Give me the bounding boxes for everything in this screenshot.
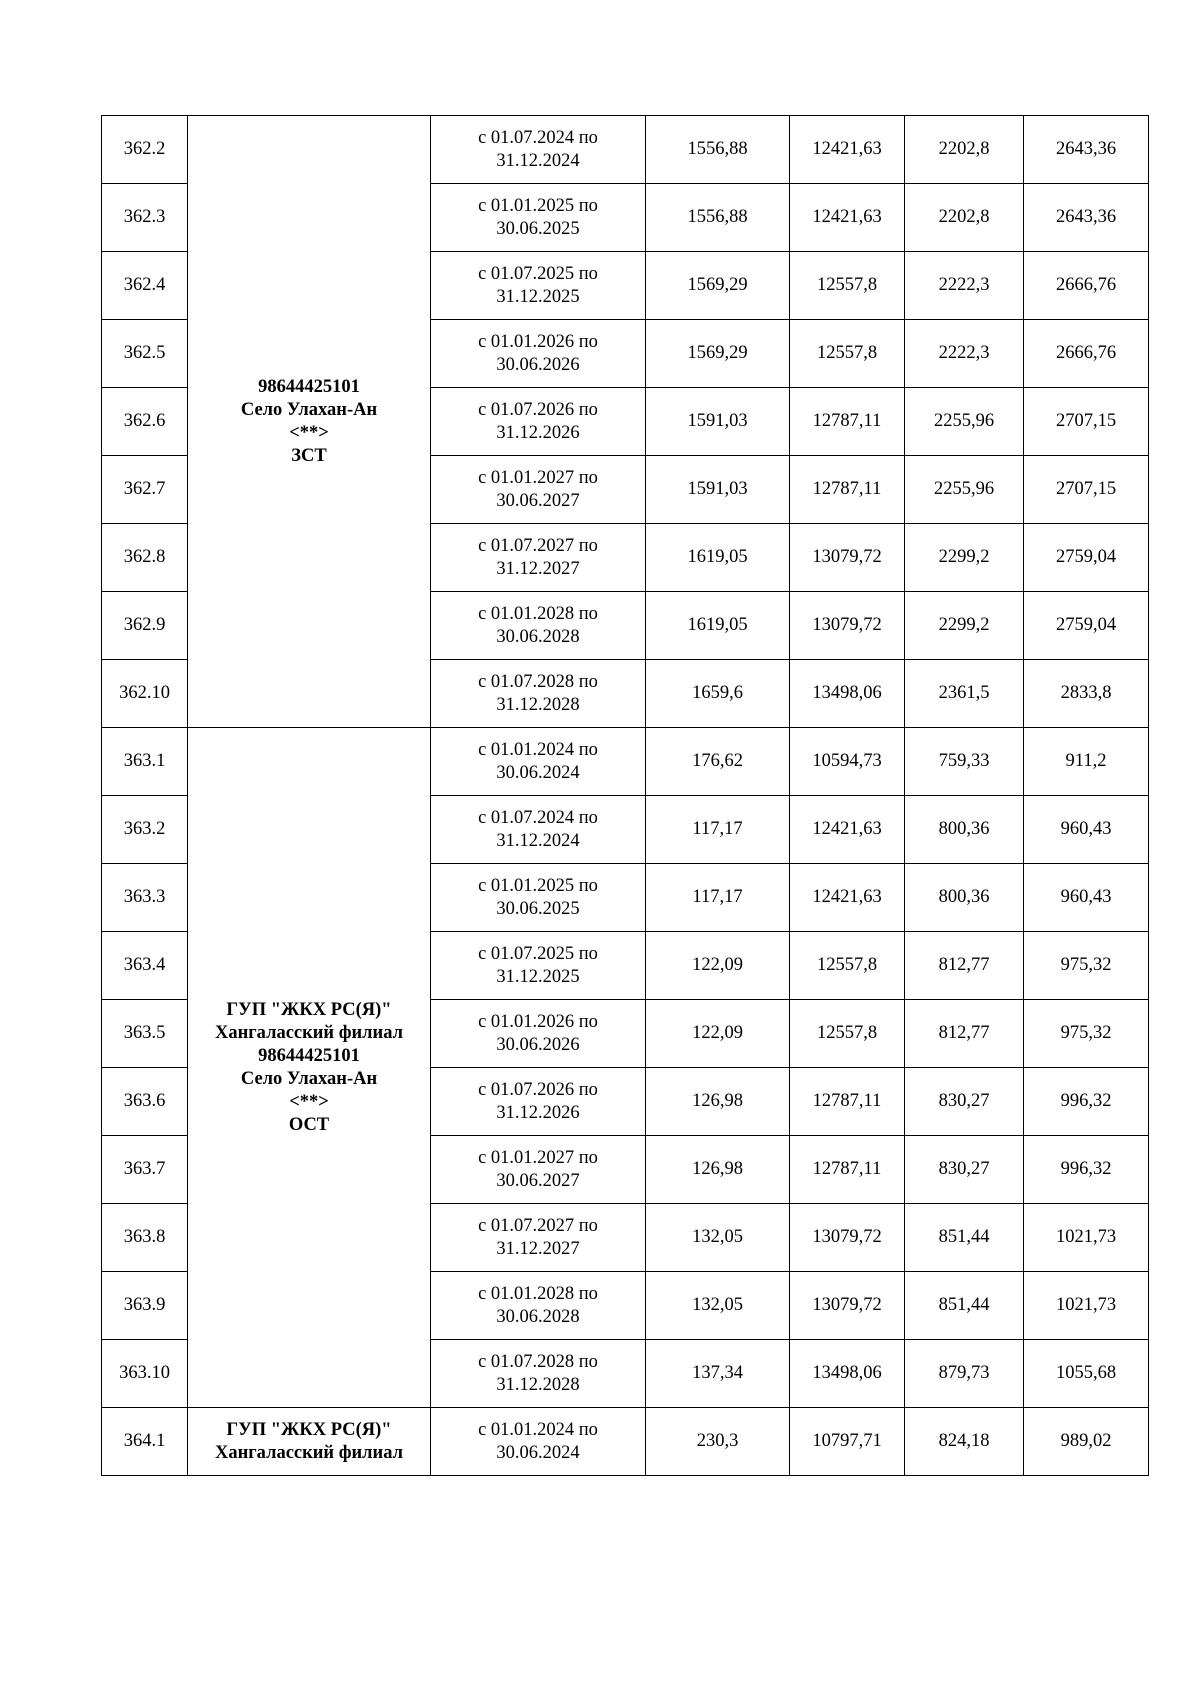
- value-4-cell: 2666,76: [1024, 320, 1149, 388]
- period-cell: [431, 184, 646, 252]
- value-3-cell: 800,36: [905, 796, 1024, 864]
- period-line: 30.06.2028: [496, 626, 580, 647]
- value-4-cell: 996,32: [1024, 1068, 1149, 1136]
- value-2-cell: 10594,73: [790, 728, 905, 796]
- organization-cell: [188, 728, 431, 1408]
- period-line: с 01.07.2025 по: [478, 263, 598, 284]
- value-4-cell: 2643,36: [1024, 184, 1149, 252]
- organization-line: Хангаласский филиал: [214, 1442, 404, 1463]
- period-line: с 01.01.2028 по: [478, 603, 598, 624]
- row-number: 364.1: [102, 1408, 188, 1476]
- organization-line: <**>: [289, 1091, 329, 1112]
- row-number: 362.4: [102, 252, 188, 320]
- period-cell: [431, 1272, 646, 1340]
- value-4-cell: 2759,04: [1024, 592, 1149, 660]
- value-4-cell: 2666,76: [1024, 252, 1149, 320]
- organization-line: 98644425101: [258, 1045, 360, 1066]
- period-line: с 01.01.2024 по: [478, 1419, 598, 1440]
- value-1-cell: 230,3: [646, 1408, 790, 1476]
- value-2-cell: 13079,72: [790, 592, 905, 660]
- period-line: 31.12.2026: [496, 422, 580, 443]
- period-line: 31.12.2028: [496, 694, 580, 715]
- value-3-cell: 2222,3: [905, 320, 1024, 388]
- value-2-cell: 13498,06: [790, 1340, 905, 1408]
- value-2-cell: 13079,72: [790, 524, 905, 592]
- period-line: 31.12.2024: [496, 830, 580, 851]
- row-number: 362.3: [102, 184, 188, 252]
- value-3-cell: 2299,2: [905, 524, 1024, 592]
- value-2-cell: 12787,11: [790, 456, 905, 524]
- period-cell: [431, 864, 646, 932]
- period-line: 30.06.2026: [496, 1034, 580, 1055]
- value-1-cell: 1591,03: [646, 456, 790, 524]
- period-cell: [431, 1000, 646, 1068]
- period-line: 31.12.2028: [496, 1374, 580, 1395]
- value-4-cell: 1021,73: [1024, 1204, 1149, 1272]
- period-line: с 01.07.2025 по: [478, 943, 598, 964]
- row-number: 362.6: [102, 388, 188, 456]
- period-line: с 01.07.2027 по: [478, 535, 598, 556]
- value-2-cell: 12787,11: [790, 1136, 905, 1204]
- value-2-cell: 12787,11: [790, 1068, 905, 1136]
- row-number: 363.3: [102, 864, 188, 932]
- row-number: 362.7: [102, 456, 188, 524]
- period-line: 31.12.2027: [496, 1238, 580, 1259]
- period-cell: [431, 932, 646, 1000]
- value-1-cell: 1556,88: [646, 184, 790, 252]
- value-4-cell: 2707,15: [1024, 456, 1149, 524]
- period-line: с 01.07.2026 по: [478, 1079, 598, 1100]
- value-3-cell: 812,77: [905, 932, 1024, 1000]
- period-line: 31.12.2025: [496, 966, 580, 987]
- value-1-cell: 1619,05: [646, 592, 790, 660]
- period-cell: [431, 592, 646, 660]
- row-number: 362.5: [102, 320, 188, 388]
- value-3-cell: 2255,96: [905, 388, 1024, 456]
- row-number: 363.8: [102, 1204, 188, 1272]
- value-3-cell: 851,44: [905, 1272, 1024, 1340]
- period-line: 30.06.2025: [496, 218, 580, 239]
- value-2-cell: 13079,72: [790, 1272, 905, 1340]
- row-number: 363.9: [102, 1272, 188, 1340]
- value-4-cell: 960,43: [1024, 796, 1149, 864]
- value-4-cell: 911,2: [1024, 728, 1149, 796]
- period-line: с 01.01.2025 по: [478, 195, 598, 216]
- organization-cell: [188, 1408, 431, 1476]
- value-1-cell: 1619,05: [646, 524, 790, 592]
- value-1-cell: 1556,88: [646, 116, 790, 184]
- period-cell: [431, 660, 646, 728]
- value-3-cell: 824,18: [905, 1408, 1024, 1476]
- value-4-cell: 960,43: [1024, 864, 1149, 932]
- period-line: 30.06.2027: [496, 1170, 580, 1191]
- period-line: 30.06.2024: [496, 1442, 580, 1463]
- period-cell: [431, 252, 646, 320]
- value-1-cell: 132,05: [646, 1272, 790, 1340]
- value-1-cell: 132,05: [646, 1204, 790, 1272]
- row-number: 362.9: [102, 592, 188, 660]
- value-3-cell: 830,27: [905, 1136, 1024, 1204]
- value-2-cell: 12421,63: [790, 116, 905, 184]
- period-line: 30.06.2028: [496, 1306, 580, 1327]
- value-4-cell: 2833,8: [1024, 660, 1149, 728]
- value-3-cell: 851,44: [905, 1204, 1024, 1272]
- row-number: 362.10: [102, 660, 188, 728]
- period-line: 31.12.2026: [496, 1102, 580, 1123]
- value-1-cell: 1569,29: [646, 252, 790, 320]
- value-4-cell: 1055,68: [1024, 1340, 1149, 1408]
- period-line: 30.06.2027: [496, 490, 580, 511]
- organization-line: 98644425101: [258, 376, 360, 397]
- period-line: с 01.07.2028 по: [478, 1351, 598, 1372]
- value-3-cell: 2299,2: [905, 592, 1024, 660]
- table-row: [102, 1408, 1149, 1476]
- period-line: 31.12.2025: [496, 286, 580, 307]
- value-4-cell: 975,32: [1024, 1000, 1149, 1068]
- period-cell: [431, 728, 646, 796]
- value-1-cell: 176,62: [646, 728, 790, 796]
- period-cell: [431, 796, 646, 864]
- tariff-table: [101, 115, 1149, 1476]
- period-line: 31.12.2024: [496, 150, 580, 171]
- period-cell: [431, 388, 646, 456]
- period-line: с 01.07.2027 по: [478, 1215, 598, 1236]
- value-3-cell: 800,36: [905, 864, 1024, 932]
- period-cell: [431, 320, 646, 388]
- organization-line: ГУП "ЖКХ РС(Я)": [226, 1419, 392, 1440]
- value-2-cell: 12421,63: [790, 184, 905, 252]
- table-row: [102, 728, 1149, 796]
- organization-line: ЗСТ: [291, 445, 327, 466]
- period-cell: [431, 456, 646, 524]
- period-cell: [431, 524, 646, 592]
- value-1-cell: 137,34: [646, 1340, 790, 1408]
- table-row: [102, 116, 1149, 184]
- value-2-cell: 12557,8: [790, 1000, 905, 1068]
- period-line: 31.12.2027: [496, 558, 580, 579]
- value-4-cell: 975,32: [1024, 932, 1149, 1000]
- value-3-cell: 2361,5: [905, 660, 1024, 728]
- row-number: 363.4: [102, 932, 188, 1000]
- period-cell: [431, 1340, 646, 1408]
- organization-cell: [188, 116, 431, 728]
- row-number: 363.1: [102, 728, 188, 796]
- period-line: с 01.07.2024 по: [478, 127, 598, 148]
- value-1-cell: 122,09: [646, 932, 790, 1000]
- period-line: 30.06.2024: [496, 762, 580, 783]
- value-2-cell: 12787,11: [790, 388, 905, 456]
- value-3-cell: 2202,8: [905, 116, 1024, 184]
- value-4-cell: 996,32: [1024, 1136, 1149, 1204]
- period-line: с 01.01.2024 по: [478, 739, 598, 760]
- value-2-cell: 12557,8: [790, 252, 905, 320]
- period-line: с 01.01.2027 по: [478, 467, 598, 488]
- value-2-cell: 13079,72: [790, 1204, 905, 1272]
- value-4-cell: 2707,15: [1024, 388, 1149, 456]
- row-number: 363.5: [102, 1000, 188, 1068]
- value-1-cell: 126,98: [646, 1068, 790, 1136]
- organization-line: ОСТ: [288, 1114, 330, 1135]
- row-number: 363.7: [102, 1136, 188, 1204]
- value-1-cell: 1659,6: [646, 660, 790, 728]
- value-3-cell: 830,27: [905, 1068, 1024, 1136]
- value-3-cell: 2255,96: [905, 456, 1024, 524]
- period-line: с 01.07.2028 по: [478, 671, 598, 692]
- value-2-cell: 12421,63: [790, 864, 905, 932]
- organization-line: Село Улахан-Ан: [240, 399, 378, 420]
- organization-line: Село Улахан-Ан: [240, 1068, 378, 1089]
- value-1-cell: 126,98: [646, 1136, 790, 1204]
- value-4-cell: 989,02: [1024, 1408, 1149, 1476]
- period-line: с 01.07.2026 по: [478, 399, 598, 420]
- period-line: с 01.01.2025 по: [478, 875, 598, 896]
- period-cell: [431, 1068, 646, 1136]
- period-cell: [431, 1204, 646, 1272]
- value-2-cell: 13498,06: [790, 660, 905, 728]
- value-4-cell: 1021,73: [1024, 1272, 1149, 1340]
- period-cell: [431, 1136, 646, 1204]
- period-line: с 01.01.2027 по: [478, 1147, 598, 1168]
- period-line: с 01.07.2024 по: [478, 807, 598, 828]
- value-2-cell: 10797,71: [790, 1408, 905, 1476]
- row-number: 363.2: [102, 796, 188, 864]
- period-line: 30.06.2026: [496, 354, 580, 375]
- row-number: 362.2: [102, 116, 188, 184]
- value-3-cell: 2202,8: [905, 184, 1024, 252]
- period-line: с 01.01.2028 по: [478, 1283, 598, 1304]
- organization-line: <**>: [289, 422, 329, 443]
- value-3-cell: 759,33: [905, 728, 1024, 796]
- value-2-cell: 12421,63: [790, 796, 905, 864]
- row-number: 363.10: [102, 1340, 188, 1408]
- period-line: 30.06.2025: [496, 898, 580, 919]
- value-1-cell: 122,09: [646, 1000, 790, 1068]
- organization-line: Хангаласский филиал: [214, 1022, 404, 1043]
- period-line: с 01.01.2026 по: [478, 331, 598, 352]
- value-1-cell: 1591,03: [646, 388, 790, 456]
- value-1-cell: 117,17: [646, 796, 790, 864]
- value-4-cell: 2643,36: [1024, 116, 1149, 184]
- value-3-cell: 879,73: [905, 1340, 1024, 1408]
- value-3-cell: 812,77: [905, 1000, 1024, 1068]
- value-1-cell: 1569,29: [646, 320, 790, 388]
- organization-line: ГУП "ЖКХ РС(Я)": [226, 999, 392, 1020]
- row-number: 363.6: [102, 1068, 188, 1136]
- period-cell: [431, 116, 646, 184]
- value-2-cell: 12557,8: [790, 320, 905, 388]
- value-1-cell: 117,17: [646, 864, 790, 932]
- row-number: 362.8: [102, 524, 188, 592]
- value-2-cell: 12557,8: [790, 932, 905, 1000]
- tariff-table-body: [102, 116, 1149, 1476]
- period-line: с 01.01.2026 по: [478, 1011, 598, 1032]
- value-3-cell: 2222,3: [905, 252, 1024, 320]
- value-4-cell: 2759,04: [1024, 524, 1149, 592]
- period-cell: [431, 1408, 646, 1476]
